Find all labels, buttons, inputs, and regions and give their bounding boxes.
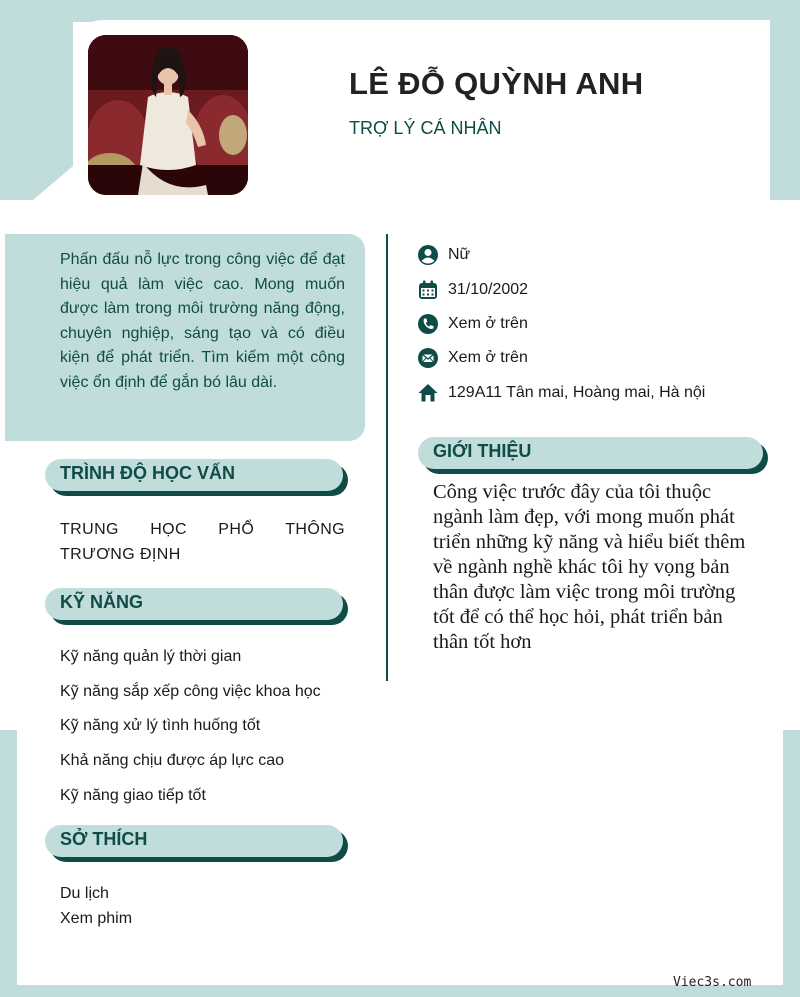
education-school: TRUNG HỌC PHỔ THÔNG TRƯƠNG ĐỊNH	[60, 521, 345, 563]
skill-item: Kỹ năng xử lý tình huống tốt	[60, 717, 261, 734]
person-icon	[418, 245, 438, 265]
education-heading: TRÌNH ĐỘ HỌC VẤN	[45, 459, 343, 491]
candidate-role: TRỢ LÝ CÁ NHÂN	[349, 118, 502, 138]
career-objective: Phấn đấu nỗ lực trong công việc để đạt hiệu quả làm việc cao. Mong muốn được làm trong môi trường năng động, chuyên nghiệp, sáng tạo và có điều kiện để phát triển. Tìm kiếm một công việc ổn định để gắn bó lâu dài.	[5, 234, 365, 441]
hobbies-heading: SỞ THÍCH	[45, 825, 343, 857]
calendar-icon	[418, 280, 438, 300]
header-corner	[33, 166, 73, 200]
contact-phone	[418, 312, 528, 336]
skills-heading: KỸ NĂNG	[45, 588, 343, 620]
profile-photo-illustration	[88, 35, 248, 195]
column-divider	[386, 234, 388, 681]
home-icon	[418, 383, 438, 403]
contact-phone-value: Xem ở trên	[448, 315, 528, 332]
header-band	[73, 0, 770, 22]
intro-text: Công việc trước đây của tôi thuộc ngành làm đẹp, với mong muốn phát triển những kỹ năng và hiểu biết thêm về ngành nghề khác tôi hy vọng bản thân được làm việc trong môi trường tốt để có thể học hỏi, phát triển bản thân tốt hơn	[433, 481, 746, 653]
header-band-right	[770, 0, 800, 200]
contact-address-value: 129A11 Tân mai, Hoàng mai, Hà nội	[448, 384, 706, 401]
profile-photo	[88, 35, 248, 195]
contact-gender	[418, 243, 470, 267]
contact-birthday-value: 31/10/2002	[448, 281, 529, 298]
skill-item: Kỹ năng quản lý thời gian	[60, 648, 242, 665]
watermark: Viec3s.com	[673, 975, 752, 990]
phone-icon	[418, 314, 438, 334]
contact-birthday	[418, 278, 528, 302]
contact-gender-value: Nữ	[448, 246, 471, 263]
skill-item: Kỹ năng sắp xếp công việc khoa học	[60, 683, 321, 700]
contact-email	[418, 346, 528, 370]
contact-address	[418, 381, 705, 405]
candidate-name: LÊ ĐỖ QUỲNH ANH	[349, 66, 644, 101]
mail-icon	[418, 348, 438, 368]
skill-item: Khả năng chịu được áp lực cao	[60, 752, 285, 769]
skill-item: Kỹ năng giao tiếp tốt	[60, 787, 206, 804]
contact-email-value: Xem ở trên	[448, 349, 528, 366]
hobby-item: Xem phim	[60, 910, 133, 927]
hobby-item: Du lịch	[60, 885, 109, 902]
intro-heading: GIỚI THIỆU	[418, 437, 763, 469]
